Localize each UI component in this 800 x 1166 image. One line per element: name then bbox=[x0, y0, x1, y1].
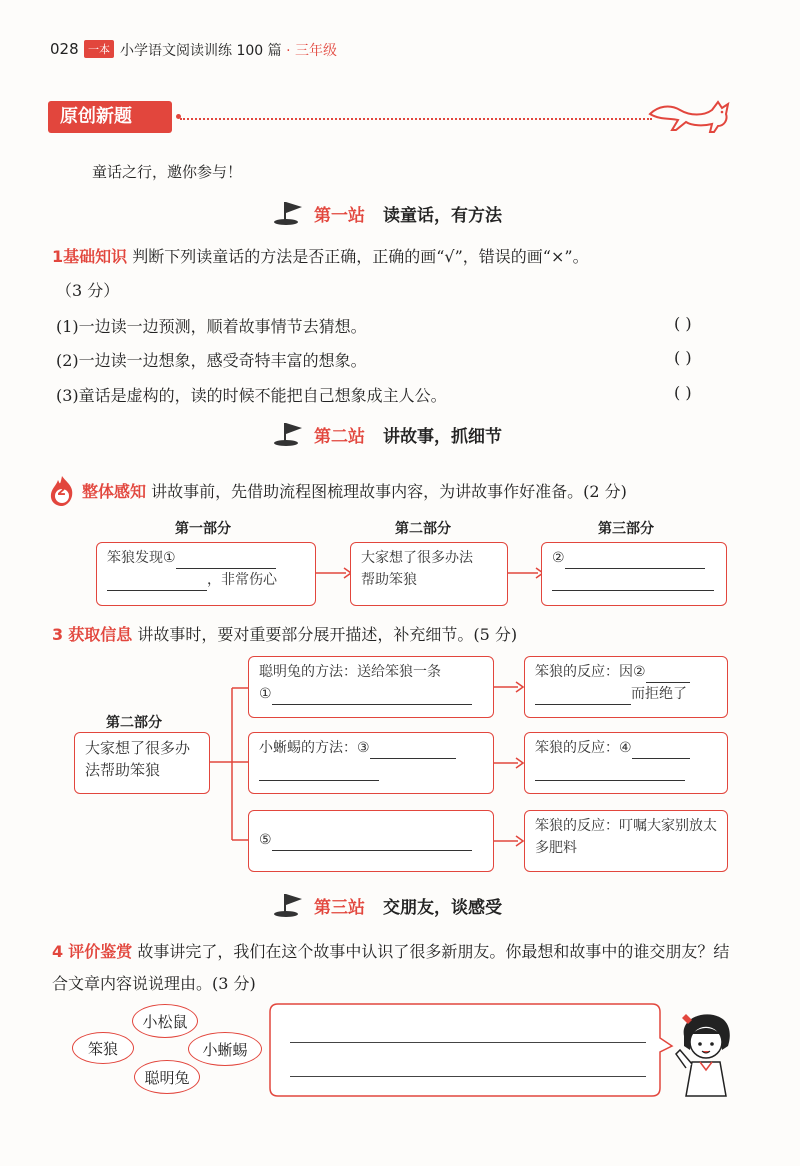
station-2-name: 第二站 bbox=[314, 426, 365, 447]
q1-item-2: (2)一边读一边想象，感受奇特丰富的想象。 bbox=[56, 351, 367, 370]
question-1 bbox=[52, 244, 752, 270]
flag-icon bbox=[272, 421, 306, 447]
q1-text: 判断下列读童话的方法是否正确，正确的画“√”，错误的画“×”。 bbox=[132, 247, 589, 266]
character-oval-squirrel[interactable]: 小松鼠 bbox=[132, 1004, 198, 1038]
q1-item-1: (1)一边读一边预测，顺着故事情节去猜想。 bbox=[56, 317, 367, 336]
blank-3-5[interactable] bbox=[272, 834, 472, 851]
blank-3-1[interactable] bbox=[272, 688, 472, 705]
q2-tag: 整体感知 bbox=[82, 482, 147, 501]
title-separator: · bbox=[286, 43, 291, 59]
flag-icon bbox=[272, 200, 306, 226]
part-1-label: 第一部分 bbox=[175, 521, 231, 537]
girl-illustration-icon bbox=[670, 1006, 740, 1098]
intro-text: 童话之行，邀你参与！ bbox=[92, 163, 243, 181]
blank-3-2[interactable] bbox=[646, 666, 690, 683]
rabbit-method-box bbox=[248, 656, 494, 718]
blank-2-cont[interactable] bbox=[552, 574, 714, 591]
wolf2-line1: 笨狼的反应：④ bbox=[535, 740, 632, 756]
flow-box-2 bbox=[350, 542, 508, 606]
rabbit-line2: ① bbox=[259, 686, 272, 702]
q2-text: 讲故事前，先借助流程图梳理故事内容，为讲故事作好准备。(2 分) bbox=[151, 482, 627, 501]
character-oval-wolf[interactable]: 笨狼 bbox=[72, 1032, 134, 1064]
q1-number: 1 bbox=[52, 247, 64, 266]
station-2-header bbox=[272, 421, 502, 447]
q1-answer-2[interactable]: ( ) bbox=[674, 348, 692, 367]
rabbit-line1: 聪明兔的方法：送给笨狼一条 bbox=[259, 664, 441, 680]
blank-1[interactable] bbox=[176, 552, 276, 569]
box3-line1: ② bbox=[552, 550, 565, 566]
answer-line-1[interactable] bbox=[290, 1042, 646, 1043]
blank-3-3[interactable] bbox=[370, 742, 456, 759]
q2-number: 2 bbox=[57, 484, 67, 499]
question-3 bbox=[52, 622, 752, 648]
arrow-icon bbox=[494, 756, 524, 770]
q1-tag: 基础知识 bbox=[63, 247, 128, 266]
station-1-name: 第一站 bbox=[314, 205, 365, 226]
q1-score: （3 分） bbox=[56, 281, 120, 300]
box2-line1: 大家想了很多办法 bbox=[361, 550, 473, 566]
station-3-header bbox=[272, 892, 502, 918]
q3-text: 讲故事时，要对重要部分展开描述，补充细节。(5 分) bbox=[137, 625, 518, 644]
wolf-reaction-2-box bbox=[524, 732, 728, 794]
box2-line2: 帮助笨狼 bbox=[361, 572, 417, 588]
wolf-reaction-3-box: 笨狼的反应：叮嘱大家别放太多肥料 bbox=[524, 810, 728, 872]
station-1-subtitle: 读童话，有方法 bbox=[383, 205, 502, 226]
lizard-method-box bbox=[248, 732, 494, 794]
page-number: 028 bbox=[50, 40, 79, 58]
station-3-name: 第三站 bbox=[314, 897, 365, 918]
answer-line-2[interactable] bbox=[290, 1076, 646, 1077]
character-oval-rabbit[interactable]: 聪明兔 bbox=[134, 1060, 200, 1094]
q3-number: 3 bbox=[52, 625, 64, 644]
blank-3-2-cont[interactable] bbox=[535, 688, 631, 705]
arrow-icon bbox=[494, 834, 524, 848]
question-4 bbox=[52, 936, 742, 1000]
station-2-subtitle: 讲故事，抓细节 bbox=[383, 426, 502, 447]
character-oval-lizard[interactable]: 小蜥蜴 bbox=[188, 1032, 262, 1066]
branch-connector bbox=[210, 680, 250, 860]
q1-answer-3[interactable]: ( ) bbox=[674, 383, 692, 402]
arrow-icon bbox=[316, 566, 352, 580]
q3-left-label: 第二部分 bbox=[106, 715, 162, 731]
part-2-label: 第二部分 bbox=[395, 521, 451, 537]
wolf1-line1: 笨狼的反应：因② bbox=[535, 664, 646, 680]
grade-label: 三年级 bbox=[294, 43, 337, 59]
blank5-marker: ⑤ bbox=[259, 832, 272, 848]
arrow-icon bbox=[494, 680, 524, 694]
blank-2[interactable] bbox=[565, 552, 705, 569]
q1-answer-1[interactable]: ( ) bbox=[674, 314, 692, 333]
q4-tag: 评价鉴赏 bbox=[68, 942, 133, 961]
section-banner: 原创新题 bbox=[48, 101, 172, 133]
box1-line2: ，非常伤心 bbox=[207, 572, 277, 588]
box1-line1: 笨狼发现① bbox=[107, 550, 176, 566]
flow-box-3 bbox=[541, 542, 727, 606]
q1-item-3: (3)童话是虚构的，读的时候不能把自己想象成主人公。 bbox=[56, 386, 447, 405]
blank-1-cont[interactable] bbox=[107, 574, 207, 591]
wolf-reaction-1-box bbox=[524, 656, 728, 718]
station-3-subtitle: 交朋友，谈感受 bbox=[383, 897, 502, 918]
book-title-text: 小学语文阅读训练 100 篇 bbox=[120, 43, 282, 59]
arrow-icon bbox=[508, 566, 544, 580]
q3-tag: 获取信息 bbox=[68, 625, 133, 644]
flag-icon bbox=[272, 892, 306, 918]
q4-text: 故事讲完了，我们在这个故事中认识了很多新朋友。你最想和故事中的谁交朋友？结合文章内容说说理由。(3 分) bbox=[52, 942, 730, 993]
flow-box-1 bbox=[96, 542, 316, 606]
blank-5-box bbox=[248, 810, 494, 872]
dotted-divider bbox=[180, 118, 652, 120]
blank-3-4[interactable] bbox=[632, 742, 690, 759]
book-title bbox=[120, 40, 337, 60]
q3-left-box: 大家想了很多办法帮助笨狼 bbox=[74, 732, 210, 794]
blank-3-3-cont[interactable] bbox=[259, 764, 379, 781]
q4-number: 4 bbox=[52, 942, 64, 961]
wolf1-line2: 而拒绝了 bbox=[631, 686, 687, 702]
brand-logo: 一本 bbox=[84, 40, 114, 58]
cat-icon bbox=[646, 92, 740, 134]
speech-bubble[interactable] bbox=[268, 1002, 674, 1098]
part-3-label: 第三部分 bbox=[598, 521, 654, 537]
station-1-header bbox=[272, 200, 502, 226]
question-2 bbox=[82, 479, 772, 505]
lizard-line1: 小蜥蜴的方法：③ bbox=[259, 740, 370, 756]
blank-3-4-cont[interactable] bbox=[535, 764, 685, 781]
